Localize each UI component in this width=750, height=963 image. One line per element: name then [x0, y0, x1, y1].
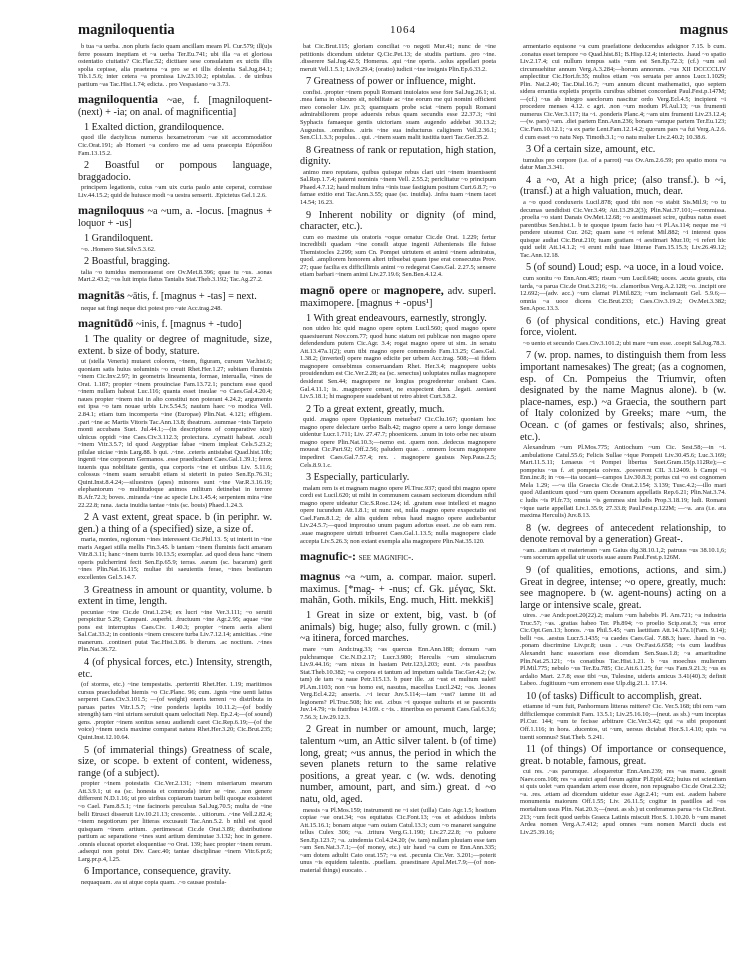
citations: ~o. .Homero Stat.Silv.5.3.62.: [81, 245, 156, 253]
citations: Alexandrum ~um Pl.Mos.775; Antiochum ~um Cic. Sest.58;—in ~i. .ambulatione Catul.55.6; Felicis Sullae ~ique Pompeii Liv.30.45.6; Luc.3.169; Mart.11.5.11; Lenaeus ~i Pompei libertus Suet.Gram.15(p.112Re);—c pompeius ~us f. .et pompeia coivnx. .posvervnt CIL 3.12409. b Campi ~i Enn.inc.8; in ~os—ita uocant—campos Liv.30.8.3; portus cui ~o est cognomen Mela 1.29; —~a illa Graecia Cic.de Orat.2.154; 3.139; Tusc.4.2;—illo mari quod Atlanticum quod ~um quem Oceanum appellatis Rep.6.21; Plin.Nat.3.74. c ludis ~is Pl.fr.73; omnia ~is gemmea sint ludis Prop.3.18.19; ludi. Romani ~ique uarie appellati Liv.1.35.9; 27.33.8; Paul.Fest.p.122M; —~a. .ara (i.e. ara maxima Herculis) Juv.8.13.: [520, 444, 726, 520]
etymology: ~a ~um, a. compar. maior. superl. maximus. [*mag- + -nus; cf. Gk. μέγας, Skt. mahān, Goth. mikils, Eng. much, Hitt. mekkiš]: [300, 571, 496, 607]
entry-magnufic: [300, 551, 496, 565]
citations: animo meo reputans, quibus quisque rebus clari uiri ~inem inuenissent Sal.Rep.1.7.4; paterni nominis ~inem Vell. 2.55.2; periclitatur ~o principum Phaed.4.7.12; haud multum infra ~inis tuae fastigium positum Curt.6.8.7; ~o famae exitio erat Tac.Ann.3.55; quae (sc. inuidia). .infra tuam ~inem iacet 14.54; 16.23.: [300, 168, 496, 206]
cross-reference: see magnific-.: [358, 553, 414, 564]
lemma: magnō opere: [300, 283, 368, 297]
sense-5: 5 (of immaterial things) Greatness of scale, size, or scope. b extent of content, wideness, range (of a subject).: [78, 744, 272, 779]
etymology: ~ātis, f. [magnus + -tas] = next.: [127, 290, 257, 302]
entry-head: [78, 318, 272, 331]
entry-magniloquus: [78, 205, 272, 283]
entry-head: [300, 285, 496, 310]
sense-7: 7 Greatness of power or influence, might.: [306, 76, 476, 88]
sense-4: 4 a ~o, At a high price; (also transf.). b ~i, (transf.) at a high valuation, much, dear.: [520, 174, 726, 198]
etymology: ~ae, f. [magniloquent- (next) + -ia; on anal. of magnificentia]: [78, 95, 272, 119]
citations: pecuniae ~ine Cic.de Orat.1.234; ex lucri ~ine Ver.3.111; ~o seruiti perspicitur 5.29; Campani. .superbi. .fructuum ~ine Agr.2.95; aquae ~ine pons est interruptus Caes.Civ. 1.40.3; propter ~inem aeris alieni Sal.Cat.33.2; in contionis ~inem crescere turba Liv.7.12.14; amicitias. .~ine manerum. .contineri putat Tac.Hist.3.86. b dierum. .ac noctium. .~ines Plin.Nat.36.72.: [78, 608, 272, 654]
entry-magno-opere: [300, 285, 496, 545]
etymology: ~a ~um, a. -locus. [magnus + loquor + -us]: [78, 206, 272, 230]
citations: mare ~um Andr.trag.33; ~as quercus Enn.Ann.188; domum ~am pulchramque Cic.N.D.2.17; Lucr.3.980; Herculis ~um simulacrum Liv.9.44.16; ~am nixus in hastam Petr.123,l.203; eunt. .~is passibus Stat.Theb.10.382; ~a corpora et tantum ad impetum ualida Tac.Ger.4.2; (w. tam) de tam ~a naue Petr.115.13. b puer ille. .ut ~ust et multum ualet! Pl.Am.1103; non ~us homo est, nasutus, macellus Lucil.242; ~os. .leones Verg.Ecl.4.22; anseris. .~i iecur Juv.5.114;—iam ~ust? iamne iit ad legionem? Pl.Truc.508; hic est. .cibus ~i quoque uulturis et se pascentis Juv.14.79; ~is fratribus 14.169. c ~is. . itineribus eo peruenit Caes.Gal.6.3.6; 7.56.3; Liv.29.12.3.: [300, 646, 496, 721]
citations: cum eo maxime uis oratoris ~oque ornatur Cic.de Orat. 1.229; fertur incredibili quadam ~ine consili atque ingenii Atheniensis ille fuisse Themistocles 2.299; sum Cn. Pompei uirtutem et animi ~inem admiratus, quod. .ampliorem honorem alteri tribuebat quam ipse erat consecutus Prov. 27; quae facilia ex difficillimis animi ~o redegerat Caes.Gal. 2.27.5; sensere etiam barbari ~inem animi Liv.27.19.6; Sen.Ben.4.12.4.: [300, 233, 496, 279]
sense-1: 1 The quality or degree of magnitude, size, extent. b size of body, stature.: [78, 333, 272, 357]
sense-3: 3 Of a certain size, amount, etc.: [526, 144, 656, 156]
entry-magniloquentia: [78, 94, 272, 199]
column-left: [78, 43, 272, 948]
continued-citations: b tua ~a uerba. .non pluris facio quam ancillam meam Pl. Cur.579; ill(u)s ferre possum ineptiam et ~a uerba Ter.Eu.741; ubi illa ~a et gloriosa ostentatio ciuitatis? Cic.Flac.52; dictitare sese consulatum ex uictis illis spolia cepisse, alia praeterea ~a pro se et illis dolentia Sal.Jug.84.1; Tib.1.5.6; inter cetera ~a promissa Liv.23.10.2; epistulas. . de uiribus partium ~as Tac.Hist.1.74; edicta. . pro Vespasiano ~a 3.73.: [78, 43, 272, 88]
lemma: magnufic-:: [300, 549, 356, 564]
sense-9: 9 Inherent nobility or dignity (of mind, character, etc.).: [300, 209, 496, 233]
etymology: adv. superl. maximopere. [magnus + -opus¹]: [300, 286, 496, 309]
entry-head: [78, 287, 272, 303]
citations: etiamne id ~um fuit, Panhormum litteras mittere? Cic. Ver.5.168; tibi rem ~am difficilemque commisit Fam. 13.5.1; Liv.25.16.10;—(neut. as sb.) ~um inceptas Pl.Cur. 144; ~um te fecisse arbitrare Cic.Ver.3.42; qui ~a sibi proponunt Off.1.116; in hora. .ducentos, ut ~um, uersus dictabat Hor.S.1.4.10; quis ~a tuenti somnus? Stat.Theb. 5.241.: [520, 703, 726, 741]
sense-2: 2 To a great extent, greatly, much.: [306, 403, 445, 415]
running-header: [78, 22, 728, 42]
citations: cui res. .~as parumque. .eloqueretur Enn.Ann.239; res ~as manu. .gessit Naev.com.108; res ~a amici apud forum agitur Pl.Epid.422; huius rei scientiam si quis uolet ~am quandam artem esse dicere, non repugnabo Cic.de Orat.2.32; ~a. .res. .etiam ad dicendum uidetur esse Agr.2.41; ~um est. .eadem habere monumenta maiorum Off.1.55; Liv. 26.11.5; cogitur in pastillos ad ~os mortalium usus Plin. Nat.20.3;—(neut. as sb.) ut conferamus parua ~is Cic.Brut. 213; ~um fecit quod uerbis Graeca Latinis miscuit Hor.S. 1.10.20. b ~um manet Ardea nomen Verg.A.7.412; apud omnes ~um nomen Marcii ducis est Liv.25.39.16;: [520, 768, 726, 836]
sense-6: 6 Importance, consequence, gravity.: [84, 866, 231, 878]
citations: tumulus pro corpore (i.e. of a parrot) ~us Ov.Am.2.6.59; pro spatio mora ~a datur Man.3.341.: [520, 156, 726, 172]
sense-2: 2 Boastful, bragging.: [84, 256, 171, 268]
citations: a ~o quod conduxeris Lucil.878; quod tibi non ~o stabit Sis.Mil.9; ~o tu decumas uendidisti Cic.Ver.3.49; Att.13.29.2(3); Plin.Nat.37.101;—commissa. .proelia ~o stant Danais Ov.Met.12.68; ~o aestimasset scire, quibus natus esset parentibus Sen.hist.1. b te quoque ipsum facio hau ~i Pl.As.114; neque me ~i pendere uisumst Cur. 262; quam sane ~i referat Mil.882; ~i interest quos quisque audiat Cic.Brut.210; tuam gratiam ~i aestimari Mur.10; ~i refert hic quid uelit Att.14.1.2; ~i erunt mihi tuae litterae Fam.15.15.3; Liv.26.49.12; Tac.Ann.12.18.: [520, 198, 726, 259]
citations: ~am. .amitam et materteram ~am Gaius dig.38.10.1,2; patruus ~us 38.10.1,6; ~um socerum appellat uir uxoris suae auum Paul.Fest.p.126M.: [520, 546, 726, 562]
sense-2: 2 Boastful or pompous language, braggadocio.: [78, 160, 272, 183]
continued-citations: armentario equisone ~a cum praefatione deducendus adsignor 7.15. b cum. .conatus esset tempore ~o Quad.hist.81; B.Hisp.12.4; interiecto. .haud ~o spatio Liv.2.17.4; cui nullum tempus satis ~um est Sen.Ep.72.3; (cf.) ~um sol circumuehitur annum Verg.A.3.284;—horum annorum. .~us XII DCCCCLIV amplectitur Cic.Hort.fr.35; multos etiam ~os seruata per annos Lucr.1.1029; Plin. Nat.2.40; Tac.Dial.16.7; ~um annum dicunt mathematici, quo septem sidera errantia expletis propriis cursibus sibimet concordant Paul.Fest.p.147M;—(cf.) ~us ab integro saeclorum nascitur ordo Verg.Ecl.4.5; incipient ~i procedere menses 4.12. c agri. .non ~um modum Pl.Aul.13; ~us frumenti numerus Cic.Ver.3.117; ita ~i. .ponderis Planc.4; ~am uim frumenti Liv.23.12.4;—(w. pars) ~am. .diei partem Enn.Ann.236; bonam ~amque partem Ter.Eu.123; Cic.Fam.10.12.1; ~a ex parte Lent.Fam.12.14.2; quorum pars ~a fui Verg.A.2.6. d cum esset ~o natu Nep. Timoth.3.1; ~o natu mulier Liv.2.40.2; 10.38.6.: [520, 43, 726, 141]
sense-9: 9 (of qualities, emotions, actions, and sim.) Great in degree, intense; ~o opere, greatly, much: see magnopere. b (w. agent-nouns) acting on a large or intensive scale, great.: [520, 564, 726, 611]
sense-3: 3 Greatness in amount or quantity, volume. b extent in time, length.: [78, 584, 272, 608]
connector: or: [371, 286, 380, 297]
sense-6: 6 (of physical conditions, etc.) Having great force, violent.: [520, 315, 726, 339]
citations: confisi. .propter ~inem populi Romani inuiolatos sese fore Sal.Jug.26.1; si. .mea fama in obscuro sit, nobilitate ac ~ine eorum me qui nomini officient meo consoler Liv. pr.3; quamquam probe sciat ~inem populi Romani admirabiliorem prope aduersis rebus quam secundis esse 22.37.3; ~ini Syphacis famaeque gentis uictoriam suam augendo addebat 30.13.2; Augustus. .omnibus. .uiris ~ine sua inducturus caliginem Vell.2.36.1; Sen.Cl.1.3.3; populus. . qui. .~inem suam malit iustitia tueri Tac.Ger.35.2.: [300, 88, 496, 142]
sense-5: 5 (of sound) Loud; esp. ~a uoce, in a loud voice.: [526, 262, 724, 274]
citations: messis ~a Pl.Mos.159; instrumenti ne ~i siet (uilla) Cato Agr.1.5; hostium copiae ~ae orat.34; ~os equitatus Cic.Font.13; ~os et adsiduos imbris Att.15.16.1; bonam atque ~am ouiam Catul.13.3; cum ~o manaret sanguine tellus Culex 306; ~a. .tritura Verg.G.1.190; Liv.27.22.8; ~o puluere Sen.Ep.123.7; ~a. .uindemia Col.4.24.20; (w. tam) nullam pluuiam esse tam ~am Sen.Nat.3.7.1;—(of money, etc.) uir haud ~a cum re Enn.Ann.335; ~am dotem adtulit Cato orat.157; ~a est. .pecunia Cic.Ver. 3.201;—poterit unus ~is equidem talentis. .puellam. .praestinare Apul.Met.7.9;—(of non-material things) euocato. .: [300, 806, 496, 875]
entry-head: [300, 551, 496, 565]
entry-magnus: [300, 568, 496, 875]
citations: non uideo hic quid magno opere optem Lucil.560; quod magno opere quaesiuerunt Nov.com.77; quod hunc statum rei publicae non magno opere defendendum putem Cic.Agr. 3.4; rogat magno opere ut sim. .in senatu Att.13.47a.1(2); eum tibi magno opere commendo Fam.13.25; Caes.Gal. 1.38.2; (inverted) opere magno edicite per urbem Acc.trag. 508;—si fidem magnopere censebimus conseruandam Rhet. Her.3.4; magnopere uobis prouidendum est Cic.Ver.2.28; ea (sc. senectus) uoluptates nullas magnopere desiderat Sen.44; magnopere ne longius progrederetur orabant Caes. Gal.4.11.1; is. .magnopere censet, ne exspectent dum. .legati. .ueniant Liv.5.18.1; hi magnopere suadebant ut retro abiret Curt.3.8.2.: [300, 325, 496, 401]
sense-1: 1 Great in size or extent, big, vast. b (of animals) big, huge; also, fully grown. c (mil.) ~a itinera, forced marches.: [300, 610, 496, 645]
sense-4: 4 (of physical forces, etc.) Intensity, strength, etc.: [78, 657, 272, 680]
right-guide-word: magnus: [679, 22, 728, 38]
citations: principem legationis, cuius ~am uix curia paulo ante ceperat, corruisse Liv.44.15.2; quid de huiusce modi ~a uestra senserit. .Epictetus Gel.1.2.6.: [78, 184, 272, 199]
column-middle: [300, 43, 496, 948]
sense-2: 2 A vast extent, great space. b (in periphr. w. gen.) a thing of a (specified) size, a size of.: [78, 512, 272, 535]
sense-1: 1 Exalted diction, grandiloquence.: [84, 121, 225, 133]
lemma: magnitūdō: [78, 316, 134, 331]
citations: maria, montes, regionum ~ines interessent Cic.Phil.13. 5; ut interit in ~ine maris Aegaei stilla mellis Fin.3.45. b tantam ~inem fluminis facit amaram Vitr.8.3.11; hanc ~inem turris 10.13.5; exemplar. .ad quod deus hanc ~inem operis pulcherrimi fecit Sen.Ep.65.9; terras. .earum (sc. bacarum) gerit ~ines Plin.Nat.16.115; multae ibi saeuientis ferae, ~ines bestiarum excellentes Gel.5.14.7.: [78, 536, 272, 581]
sense-10: 10 (of tasks) Difficult to accomplish, great.: [526, 690, 702, 702]
sense-7: 7 (w. prop. names, to distinguish them from less important namesakes) The great; (as a cognomen, esp. of Cn. Pompeius the Triumvir, often designated by the name Magnus alone). b (w. place-names, esp.) ~a Graecia, the southern part of Italy colonized by Greeks; mare ~um, the Ocean. c (of games or festivals; also, shrines, etc.).: [520, 350, 726, 443]
lemma: magnitās: [78, 287, 125, 302]
citations: quid. .magno opere Oppianicum metuebat? Cic.Clu.167; quoniam hoc magno opere delectare uerbo Balb.42; magno opere a uero longe derrasse uidentur Lucr.1.711; Liv. 27.47.7; phoenicem. .unum in toto orbe nec uisum magno opere Plin.Nat.10.3;—nemo est. .quem non. .dedecus magnopere moueat Cic.Part.92; Off.2.56; paludem quae. . omnem locum magnopere impediret Caes.Gal.7.57.4; rex. . magnopere gauisus Nep.Paus.2.5; Cels.8.9.1.c.: [300, 416, 496, 469]
lemma: magnus: [300, 568, 341, 583]
citations: nequaquam. .ea ui atque copia quam. .~o causae postula-: [81, 878, 227, 886]
citations: cum sonitu ~o Enn.Ann.485; risum ~um Lucil.648; uoces. .acuta grauis, cita tarda, ~a parua Cic.de Orat.3.216; ~is. .clamoribus Verg.A.2.128; ~o. .incipit ore 12.692;—(adv. acc.) ~um clamat Pl.Mil.823; ~um inclamauit Gel. 5.9.6;—omnia ~a uoce dicens Cic.Brut.233; Caes.Civ.3.19.2; Ov.Met.3.382; Sen.Apoc.13.3.: [520, 274, 726, 313]
sense-8: 8 (w. degrees of antecedent relationship, to denote removal by a generation) Great-.: [520, 522, 726, 546]
sense-11: 11 (of things) Of importance or consequence, great. b notable, famous, great.: [520, 744, 726, 767]
citations: neque sat fingi neque dici potest pro ~ate Acc.trag.248.: [81, 304, 222, 312]
entry-magnitudo: [78, 318, 272, 886]
citations: propter ~inem potestatis Cic.Ver.2.131; ~inem miseriarum mearum Att.3.9.1; ut ea (sc. honesta et commoda) inter se ~ine. .non genere differrent N.D.1.16; ut pro uiribus copiarum tuarum belli quoque exsisteret ~o Cael. Fam.8.5.1; ~ine facinoris perculsus Sal.Jug.70.5; multa de ~ine belli Etrusci disseruit Liv.10.21.13; crescente. . uitiorum. .~ine Vell.2.82.4; ~inem negotiorum per litteras excusauit Tac.Ann.5.2. b nihil est quod quisquam ~inem artium. .pertimescat Cic.de Orat.3.89; distributione partium ac separatione ~ines sunt artium deminutae 3.132; hoc in genere. .omnis eluceat oportet eloquentiae ~o Orat. 139; haec propter ~inem rerum. .adsequi non potui Div. Caec.40; tantae disciplinae ~inem Vitr.6.pr.6; Larg.pr.p.4, l.25.: [78, 780, 272, 863]
lemma: magniloquus: [78, 203, 145, 218]
entry-head: [78, 94, 272, 119]
sense-3: 3 Especially, particularly.: [306, 472, 410, 484]
entry-head: [300, 568, 496, 607]
citations: ~o uento et secundo Caes.Civ.3.101.2; ubi mare ~um esse. .coepit Sal.Jug.78.3.: [523, 339, 726, 347]
citations: uires. .~ae Andr.poet.20(22).2; malum ~um habebis Pl. Am.721; ~a industria Truc.57; ~as. .gratias habeo Ter. Ph.894; ~o proelio Scip.orat.3; ~us error Cic.Opt.Gen.13; honos. .~us Phil.5.45; ~am laetitiam Att.14.17a.1(Fam. 9.14); belli ~os. .aestus Lucr.5.1435; ~a caedes Caes.Gal. 7.88.3; haec. .haud in ~o. .ponam discrimine Liv.pr.8; usus . .~us Ov.Fast.6.658; ~is cum laudibus Alexandri hanc suasoriam esse dicendam Sen.Suas.1.8; ~a amaritudine Plin.Nat.25.121; ~is conatibus Tac.Hist.1.21. b ~us moechus mulierum Pl.Mil.775; nebulo ~us Ter.Eu.785; Cic.Att.6.1.25; fur ~us Fam.9.21.3; ~us es ardalio Mart. 2.7.8; esse tibi ~us, Tulesine, uideris amicus 3.41(40).3; definit Labeo. .fugitiuum ~um erronem esse Ulp.dig.21.1. 17.14.: [520, 612, 726, 688]
left-guide-word: magniloquentia: [78, 22, 175, 38]
entry-magnitas: [78, 287, 272, 312]
citations: quod ille dactylicus numerus hexametrorum ~ae sit accommodatior Cic.Orat.191; ab Homeri ~a confero me ad uera praecepta Εὐριπίδου Fam.13.15.2.: [78, 134, 272, 157]
sense-2: 2 Great in number or amount, much, large; talentum ~um, an Attic silver talent. b (of time) long, great; ~us annus, the period in which the seven planets return to the same relative positions, a great year. c (w. wds. denoting number, amount, part, and sim.) great. d ~o natu, old, aged.: [300, 724, 496, 806]
column-right: [520, 43, 726, 948]
etymology: ~inis, f. [magnus + -tudo]: [135, 319, 242, 331]
entry-head: [78, 205, 272, 230]
sense-8: 8 Greatness of rank or reputation, high station, dignity.: [300, 144, 496, 168]
continued-citations: bat Cic.Brut.115; gloriam conciliat ~o negoti Mur.41; nunc de ~ine petitionis dicendum uidetur Q.Cic.Pet.13; de studiis partium. .pro ~ine. .disserere Sal.Jug.42.5; Homerus. .qui ~ine operis. .solus appellari poeta meruit Vell.1.5.1; Liv.9.29.4; (oratio) iudicii ~ine insignis Plin.Ep.6.33.2.: [300, 43, 496, 73]
page-number: 1064: [390, 24, 416, 36]
citations: ut (stella Veneris) mutaret colorem, ~inem, figuram, cursum Var.hist.6; quoniam satis huius uoluminis ~o creuit Rhet.Her.1.27; subitam fluminis ~inem Cic.Inv.2.97; in geometris lineamenta, formae, interualla, ~ines de Orat. 1.187; propter ~inem prouinciae Fam.13.72.1; punctum esse quod ~inem nullam habeat Luc.116; quanta esset insulae ~o Caes.Gal.4.20.4; naues propter ~inem nisi in alto constitui non poterant 4.24.2; argumento est ipsa ~o tam nouae urbis Liv.5.54.5; nauium haec ~o modica Vell. 2.84.1; etiam tum incomperta ~ine (Europae) Plin.Nat. 4.121; effigiem. .pari ~ine ac Martis Vitoris Tac.Ann.13.8; theatrum. .summae ~inis Tarpeio monti accubans Suet. Jul.44.1;—(in descriptions of comparative size) ulnicus oppidi ~ine Caes.Civ.3.112.3; proiectura. .cymatii habeat. .oculi ~inem Vitr.3.5.7; id quod Aegyptiae fabae ~inem impleat Cels.5.23.2; pilulae uiciae ~inis Larg.88. b qui. .~ine. .ceteris antistabat Quad.hist.10b; ingenti ~ine corporum Germanos. .esse praedicabant Caes.Gal.1.39.1; ferox iuuenis qua nobilitate gentis, qua corporis ~ine et uiribus Liv. 5.11.6; colossus ~inem suam seruabit etiam si steterit in puteo Sen.Ep.76.31; Quint.Inst.8.4.24;—siluestres (apes) minores sunt ~ine Var.R.3.16.19; elephantorum ~o multitudoque animos militum detinebat in terrore B.Afr.72.3; boves. .miranda ~ine ac specie Liv.1.45.4; serpentem mira ~ine 22.22.8; rana. .tacta inuidia tantae ~inis (sc. bouis) Phaed.1.24.3.: [78, 358, 272, 509]
citations: talia ~o tumidus memorauerat ore Ov.Met.8.396; quae tu ~us. .sonas Mart.2.43.2; ~os luit impia flatus Tantalis Stat.Theb.3.192; Tac.Ag.27.2.: [78, 268, 272, 284]
lemma-variant: magnopere,: [383, 283, 444, 297]
sense-1: 1 Grandiloquent.: [84, 232, 154, 244]
sense-1: 1 With great endeavours, earnestly, strongly.: [306, 312, 487, 324]
citations: malam rem is et magnam magno opere Pl.Truc.937; quod tibi magno opere cordi est Lucil.620; ut mihi in communem causam sectorum dicendum nihil magno opere uideatur Cic.S.Rosc.124; id. .gratum esse intellexi et magno opere iucundum Att.1.8.1; ut nunc est, nulla magno opere exspectatio est Cael.Fam.8.1.2; de aliis quidem rebus haud magno opere audiebantur Liv.24.5.7;—quod improuiso unum pagum adortus esset. .ne ob eam rem. .suae magnopere uirtuti tribueret Caes.Gal.1.13.5; nulla magnopere clade accepta Liv.5.26.3; non extant exempla alia magnopere Plin.Nat.35.120.: [300, 484, 496, 545]
lemma: magniloquentia: [78, 92, 159, 107]
citations: (of storms, etc.) ~ine tempestatis. .perterriti Rhet.Her. 1.19; maritimos cursus praecludebat hiemis ~o Cic.Planc. 96; cum. .ignis ~ine uenti latius serperet Caes.Civ.3.101.5; —(of weight) oneris terreni ~o distributa in paruas partes Vitr.1.5.7; ~ine ponderis lapidis 10.11.2;—(of bodily strength) tam ~ini uirium seruiuit quam uelocitati Nep. Ep.2.4;—(of sound) gens. .propter ~inem sonitus sensu audiendi caret Cic.Rep.6.19;—(of the voice) ~inem uocis maxime comparat natura Rhet.Her.3.20; Cic.Brut.235; Quint.Inst.12.10.64.: [78, 681, 272, 742]
